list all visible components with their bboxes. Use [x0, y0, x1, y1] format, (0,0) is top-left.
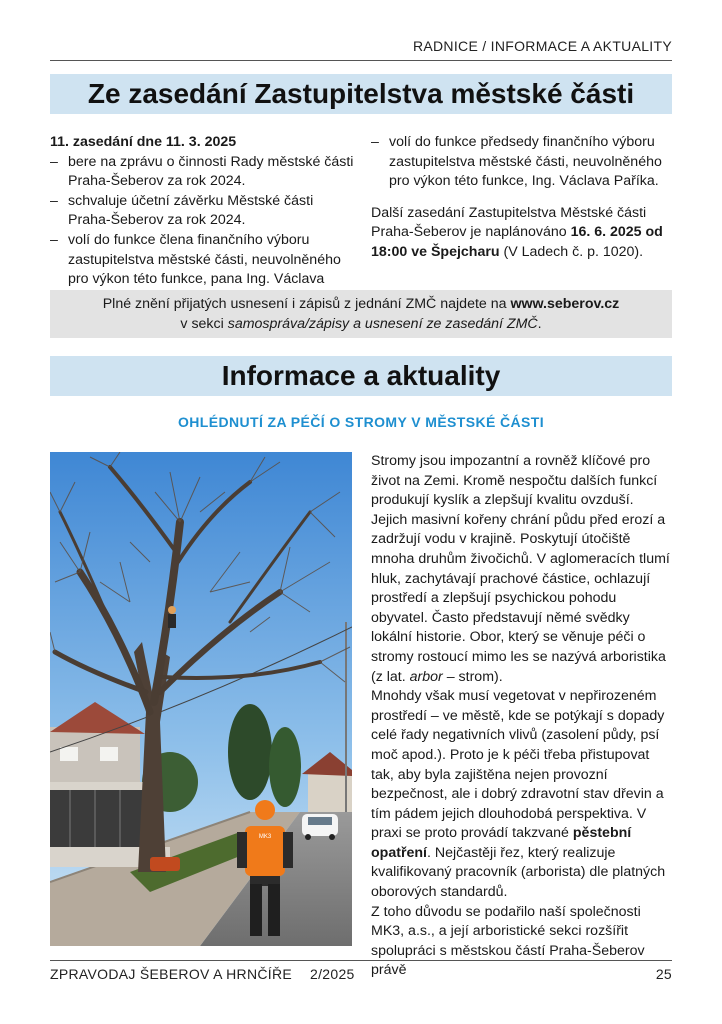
notice-section-text: v sekci	[180, 316, 228, 332]
section-header: RADNICE / INFORMACE A AKTUALITY	[412, 38, 672, 54]
next-meeting-place: (V Ladech č. p. 1020).	[499, 243, 644, 260]
info-banner: Informace a aktuality	[50, 356, 672, 396]
article-subheading: OHLÉDNUTÍ ZA PÉČÍ O STROMY V MĚSTSKÉ ČÁSTI	[177, 414, 545, 430]
article-text: Mnohdy však musí vegetovat v nepřirozeném prostředí – ve městě, kde se potýkají s dopady celé řady negativních vlivů (zasolení půdy, psí moč apod.). Proto je k péči třeba přistupovat tak, aby byla zajištěna nejen provozní bezpečnost, ale i dobrý zdravotní stav dřevin a tím pádem jejich dlouhodobá perspektiva. V praxi se proto provádí takzvané	[371, 688, 665, 842]
website-link[interactable]: www.seberov.cz	[510, 296, 620, 312]
notice-text: Plné znění přijatých usnesení i zápisů z jednání ZMČ najdete na	[102, 296, 511, 312]
next-meeting-text: Další zasedání Zastupitelstva Městské části Praha-Šeberov je naplánováno	[371, 204, 647, 241]
highlighted-term: pěstební opatření	[371, 825, 632, 861]
page-number: 25	[655, 966, 672, 982]
meeting-title: 11. zasedání dne 11. 3. 2025	[50, 134, 237, 150]
article-body	[371, 452, 673, 981]
issue-number: 2/2025	[310, 966, 355, 982]
article-text: – strom).	[442, 668, 503, 685]
vest-logo-text: MK3	[258, 834, 272, 840]
resolution-item: – schvaluje účetní závěrku Městské části Praha-Šeberov za rok 2024.	[50, 192, 356, 231]
resolution-item: – bere na zprávu o činnosti Rady městské části Praha-Šeberov za rok 2024.	[50, 153, 356, 192]
council-column-left	[50, 133, 356, 309]
council-banner: Ze zasedání Zastupitelstva městské části	[50, 74, 672, 114]
next-meeting-paragraph	[371, 204, 673, 263]
resolution-item: – volí do funkce člena finančního výboru zastupitelstva městské části, neuvolněného pro výkon této funkce, pana Ing. Václava	[50, 231, 356, 309]
article-paragraph	[371, 687, 673, 903]
publication-name: ZPRAVODAJ ŠEBEROV A HRNČÍŘE	[50, 966, 293, 982]
header-rule	[50, 60, 672, 61]
latin-term: arbor	[409, 668, 443, 685]
article-paragraph	[371, 452, 673, 687]
resolution-item: – volí do funkce předsedy finančního výboru zastupitelstva městské části, neuvolněného pro výkon této funkce, Ing. Václava Paříka.	[371, 133, 673, 192]
footer-rule	[50, 960, 672, 961]
resolutions-notice	[50, 290, 672, 338]
notice-section-path: samospráva/zápisy a usnesení ze zasedání ZMČ	[227, 316, 538, 332]
arborist-photo	[50, 452, 352, 946]
notice-period: .	[537, 316, 542, 332]
next-meeting-date: 16. 6. 2025 od 18:00 ve Špejcharu	[371, 224, 663, 260]
article-paragraph: Z toho důvodu se podařilo naší společnosti MK3, a.s., a její arboristické sekci rozšířit spolupráci s městskou částí Praha-Šeberov právě	[371, 903, 645, 979]
council-column-right	[371, 133, 673, 263]
article-text: . Nejčastěji řez, který realizuje kvalifikovaný pracovník (arborista) dle platných oborových standardů.	[371, 844, 666, 901]
article-text: Stromy jsou impozantní a rovněž klíčové pro život na Zemi. Kromě nespočtu dalších funkcí produkují kyslík a zlepšují kvalitu ovzduší. Jejich masivní kořeny chrání půdu před erozí a zadržují vodu v krajině. Poskytují útočiště mnoha druhům živočichů. V aglomeracích tlumí hluk, zachytávají prachové částice, ochlazují prostředí a zlepšují psychickou pohodu obyvatel. Často představují němé svědky lokální historie. Obor, který se věnuje péči o stromy rostoucí mimo les se nazývá arboristika (z lat.	[371, 453, 670, 685]
